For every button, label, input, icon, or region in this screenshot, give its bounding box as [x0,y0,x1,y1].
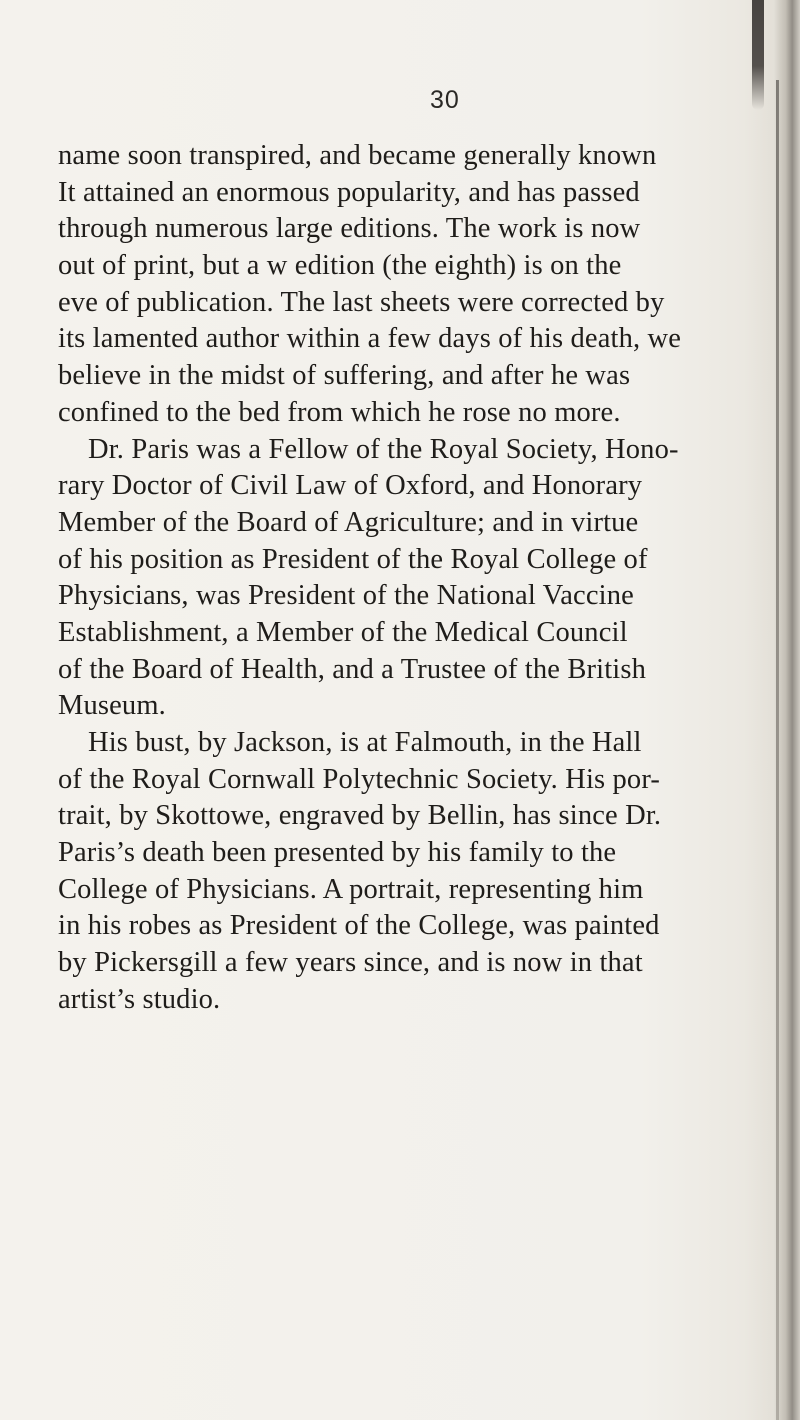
text-line: eve of publication. The last sheets were corrected by [58,286,665,318]
text-line: of the Board of Health, and a Trustee of the British [58,653,646,685]
text-line: Member of the Board of Agriculture; and in virtue [58,506,639,538]
text-line: by Pickersgill a few years since, and is now in that [58,947,643,979]
text-line: through numerous large editions. The work is now [58,213,641,245]
text-line: Physicians, was President of the National Vaccine [58,580,634,612]
binding-mark [752,0,764,110]
page-number: 30 [430,86,460,114]
text-line: trait, by Skottowe, engraved by Bellin, has since Dr. [58,800,662,832]
text-line: Paris’s death been presented by his family to the [58,837,617,869]
text-line: rary Doctor of Civil Law of Oxford, and Honorary [58,470,643,502]
text-line: in his robes as President of the College, was painted [58,910,660,942]
paragraph-start-line: Dr. Paris was a Fellow of the Royal Society, Hono- [88,433,679,465]
text-line: confined to the bed from which he rose no more. [58,396,621,428]
text-line: of the Royal Cornwall Polytechnic Society. His por- [58,763,661,795]
text-line: It attained an enormous popularity, and has passed [58,176,640,208]
text-line: artist’s studio. [58,983,221,1015]
text-line: Establishment, a Member of the Medical Council [58,616,628,648]
text-line: its lamented author within a few days of his death, we [58,323,682,355]
text-line: Museum. [58,690,166,722]
paragraph-start-line: His bust, by Jackson, is at Falmouth, in the Hall [88,727,642,758]
text-line: of his position as President of the Royal College of [58,543,648,575]
text-line: name soon transpired, and became generally known [58,140,657,171]
body-text [58,138,778,1019]
text-line: College of Physicians. A portrait, representing him [58,873,644,905]
text-line: believe in the midst of suffering, and after he was [58,360,631,392]
text-line: out of print, but a w edition (the eighth) is on the [58,250,622,282]
